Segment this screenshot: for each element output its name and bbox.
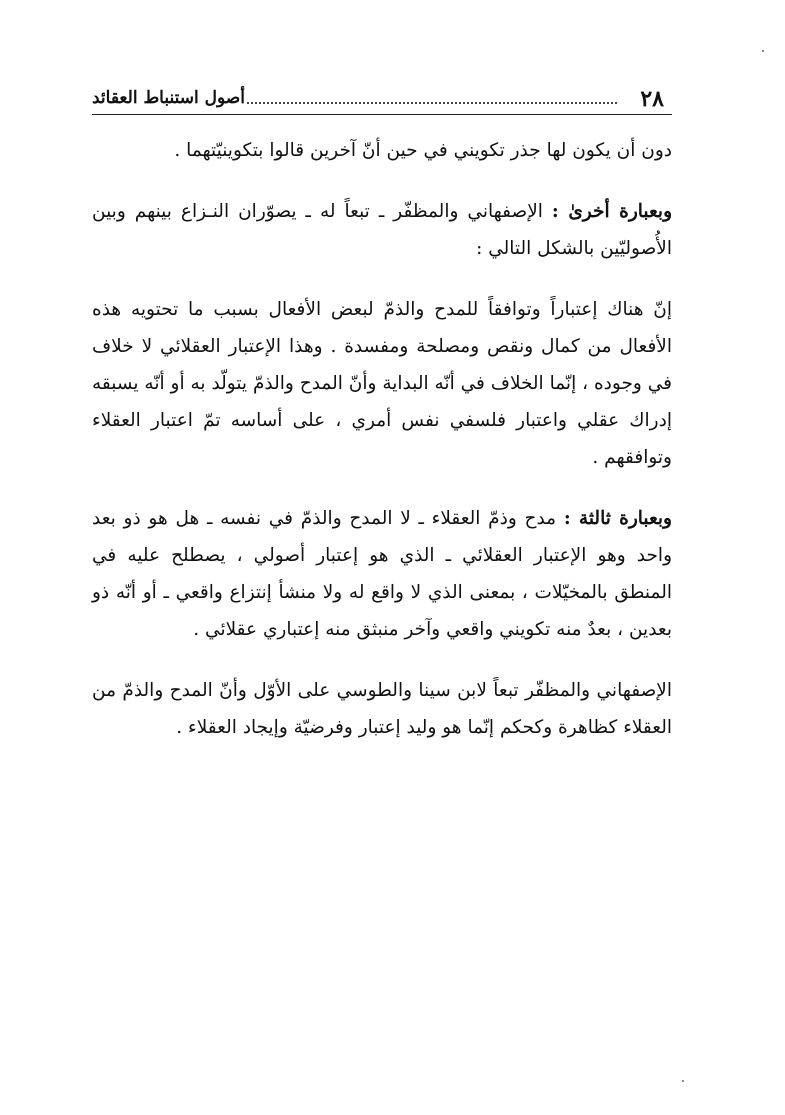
paragraph <box>92 132 672 169</box>
scan-speck <box>682 1080 684 1082</box>
paragraph <box>92 291 672 476</box>
scan-speck <box>762 50 764 52</box>
dotted-leader <box>247 102 617 104</box>
paragraph-text: دون أن يكون لها جذر تكويني في حين أنّ آخرين قالوا بتكوينيّتهما . <box>174 140 672 161</box>
body-text <box>92 132 672 770</box>
paragraph-lead: وبعبارة ثالثة : <box>563 508 672 529</box>
paragraph <box>92 193 672 267</box>
paragraph <box>92 672 672 746</box>
page-number: ٢٨ <box>640 86 664 112</box>
paragraph-text: الإصفهاني والمظفّر ـ تبعاً له ـ يصوّران النـزاع بينهم وبين الأُصوليّين بالشكل التالي : <box>92 201 672 259</box>
paragraph-text: الإصفهاني والمظفّر تبعاً لابن سينا والطوسي على الأوّل وأنّ المدح والذمّ من العقلاء كظاهرة وكحكم إنّما هو وليد إعتبار وفرضيّة وإيجاد العقلاء . <box>92 680 672 738</box>
page-header <box>92 80 672 115</box>
paragraph-text: إنّ هناك إعتباراً وتوافقاً للمدح والذمّ لبعض الأفعال بسبب ما تحتويه هذه الأفعال من كمال ونقص ومصلحة ومفسدة . وهذا الإعتبار العقلائي لا خلاف في وجوده ، إنّما الخلاف في أنّه البداية وأنّ المدح والذمّ يتولّد به أو أنّه يسبقه إدراك عقلي واعتبار فلسفي نفس أمري ، على أساسه تمّ اعتبار العقلاء وتوافقهم . <box>92 299 672 468</box>
paragraph <box>92 500 672 648</box>
paragraph-lead: وبعبارة أخرىٰ : <box>551 201 673 222</box>
running-title: أصول استنباط العقائد <box>92 88 245 108</box>
paragraph-text: مدح وذمّ العقلاء ـ لا المدح والذمّ في نفسه ـ هل هو ذو بعد واحد وهو الإعتبار العقلائي ـ الذي هو إعتبار أصولي ، يصطلح عليه في المنطق بالمخيّلات ، بمعنى الذي لا واقع له ولا منشأ إنتزاع واقعي ـ أو أنّه ذو بعدين ، بعدٌ منه تكويني واقعي وآخر منبثق منه إعتباري عقلائي . <box>92 508 672 640</box>
